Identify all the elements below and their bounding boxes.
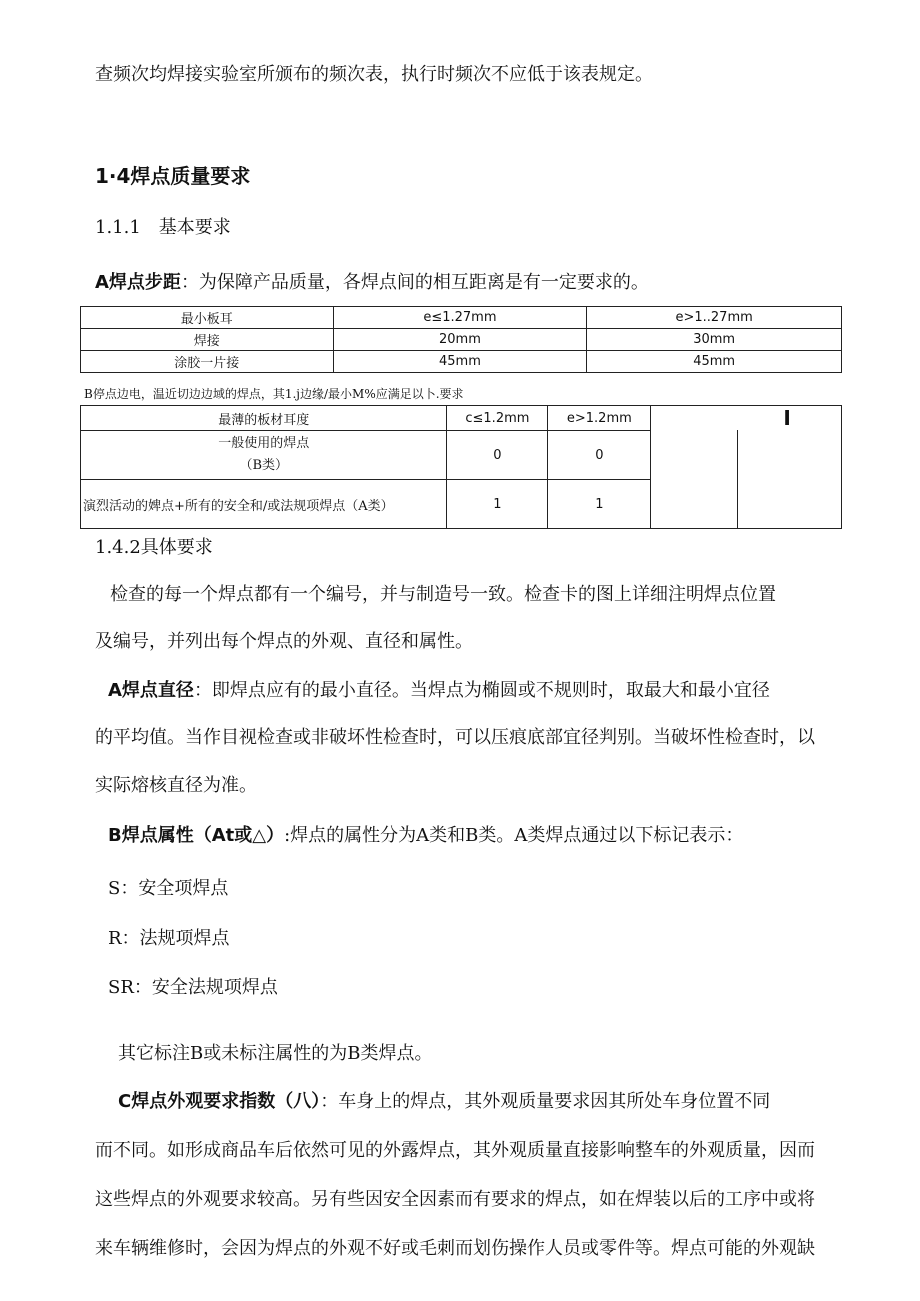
- attribute-item-r: R：法规项焊点: [108, 928, 230, 949]
- spacing-paragraph: [95, 268, 649, 294]
- blank-corner-cell: [651, 406, 842, 529]
- attribute-label: B焊点属性（At或△）: [108, 825, 285, 846]
- appearance-line4: 来车辆维修时，会因为焊点的外观不好或毛刺而划伤操作人员或零件等。焊点可能的外观缺: [95, 1238, 815, 1259]
- table-cell: 涂胶一片接: [81, 351, 334, 373]
- diameter-paragraph: [108, 676, 770, 702]
- diameter-line3: 实际熔核直径为准。: [95, 775, 257, 796]
- para1-line1: 检查的每一个焊点都有一个编号，并与制造号一致。检查卡的图上详细注明焊点位置: [110, 584, 776, 605]
- table-note: B停点边电，温近切边边域的焊点，其1.j边缘/最小M%应满足以卜.要求: [84, 387, 464, 401]
- intro-line: 查频次均焊接实验室所颁布的频次表，执行时频次不应低于该表规定。: [95, 64, 653, 85]
- table-cell: 45mm: [333, 351, 587, 373]
- spacing-text: ：为保障产品质量，各焊点间的相互距离是有一定要求的。: [180, 272, 649, 293]
- table-row: [81, 307, 842, 329]
- table-header-cell: e≤1.27mm: [333, 307, 587, 329]
- appearance-paragraph: [118, 1087, 770, 1113]
- table-header-cell: e>1.2mm: [548, 406, 651, 431]
- attribute-text: :焊点的属性分为A类和B类。A类焊点通过以下标记表示：: [284, 825, 744, 846]
- table-cell: 20mm: [333, 329, 587, 351]
- table-cell: 30mm: [587, 329, 842, 351]
- table-header-cell: 最小板耳: [81, 307, 334, 329]
- appearance-text: ：车身上的焊点，其外观质量要求因其所处车身位置不同: [320, 1091, 771, 1112]
- table-cell: 0: [548, 431, 651, 480]
- row-label-line1: 一般使用的焊点: [218, 436, 310, 451]
- attribute-item-sr: SR：安全法规项焊点: [108, 977, 278, 998]
- section-title: 1·4焊点质量要求: [95, 164, 251, 188]
- table-header-cell: c≤1.2mm: [447, 406, 548, 431]
- spacing-table: [80, 306, 842, 373]
- diameter-line2: 的平均值。当作目视检查或非破坏性检查时，可以压痕底部宜径判别。当破坏性检查时，以: [95, 727, 815, 748]
- table-header-cell: e>1..27mm: [587, 307, 842, 329]
- table-row: [81, 351, 842, 373]
- table-cell: [81, 431, 447, 480]
- table-cell: 45mm: [587, 351, 842, 373]
- table-cell: 1: [447, 480, 548, 529]
- attribute-paragraph: [108, 821, 743, 847]
- attribute-other: 其它标注B或未标注属性的为B类焊点。: [118, 1043, 433, 1064]
- table-cell: 演烈活动的婢点+所有的安全和/或法规项焊点（A类）: [81, 480, 447, 529]
- table-cell: 0: [447, 431, 548, 480]
- subsection-heading-2: 1.4.2具体要求: [95, 537, 213, 558]
- table-cell: 焊接: [81, 329, 334, 351]
- row-label-line2: （B类）: [239, 458, 288, 473]
- edge-distance-table: [80, 405, 842, 529]
- appearance-line2: 而不同。如形成商品车后依然可见的外露焊点，其外观质量直接影响整车的外观质量，因而: [95, 1140, 815, 1161]
- diameter-text: ：即焊点应有的最小直径。当焊点为椭圆或不规则时，取最大和最小宜径: [193, 680, 770, 701]
- table-header-cell: 最薄的板材耳度: [81, 406, 447, 431]
- para1-line2: 及编号，并列出每个焊点的外观、直径和属性。: [95, 631, 473, 652]
- spacing-label: A焊点步距: [95, 272, 181, 293]
- corner-mark: I: [783, 406, 791, 430]
- diameter-label: A焊点直径: [108, 680, 194, 701]
- corner-divider: [737, 430, 738, 528]
- table-row: [81, 329, 842, 351]
- subsection-heading-1: 1.1.1 基本要求: [95, 217, 231, 238]
- attribute-item-s: S：安全项焊点: [108, 878, 229, 899]
- appearance-label: C焊点外观要求指数（八）: [118, 1091, 321, 1112]
- appearance-line3: 这些焊点的外观要求较高。另有些因安全因素而有要求的焊点，如在焊装以后的工序中或将: [95, 1189, 815, 1210]
- table-row: [81, 406, 842, 431]
- table-cell: 1: [548, 480, 651, 529]
